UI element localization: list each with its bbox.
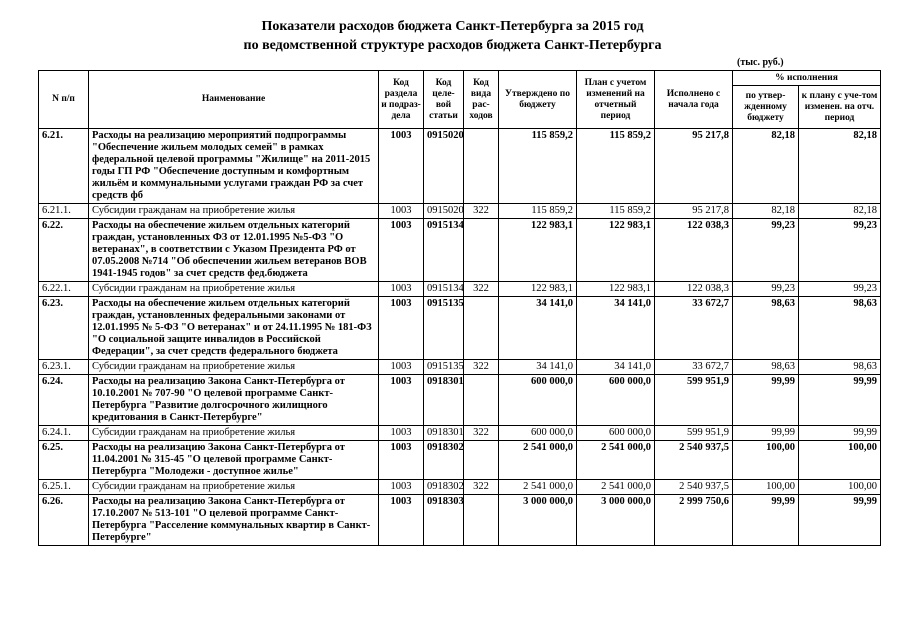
header-statya: Код целе-вой статьи [424, 71, 464, 129]
cell-isp: 2 540 937,5 [655, 480, 733, 495]
cell-pct-plan: 82,18 [799, 204, 881, 219]
cell-plan: 115 859,2 [577, 129, 655, 204]
cell-vid: 322 [464, 426, 499, 441]
cell-isp: 2 999 750,6 [655, 495, 733, 546]
cell-utv: 3 000 000,0 [499, 495, 577, 546]
cell-pct-plan: 99,23 [799, 219, 881, 282]
cell-isp: 122 038,3 [655, 282, 733, 297]
cell-statya: 0918302 [424, 441, 464, 480]
cell-name: Субсидии гражданам на приобретение жилья [89, 204, 379, 219]
cell-name: Субсидии гражданам на приобретение жилья [89, 282, 379, 297]
cell-isp: 33 672,7 [655, 360, 733, 375]
cell-pct-plan: 100,00 [799, 480, 881, 495]
cell-num: 6.22. [39, 219, 89, 282]
cell-pct-plan: 99,99 [799, 375, 881, 426]
cell-vid: 322 [464, 480, 499, 495]
cell-pct-utv: 82,18 [733, 129, 799, 204]
cell-plan: 3 000 000,0 [577, 495, 655, 546]
cell-pct-utv: 98,63 [733, 360, 799, 375]
cell-plan: 34 141,0 [577, 297, 655, 360]
header-razdel: Код раздела и подраз-дела [379, 71, 424, 129]
cell-vid: 322 [464, 282, 499, 297]
cell-utv: 600 000,0 [499, 426, 577, 441]
cell-plan: 600 000,0 [577, 375, 655, 426]
cell-name: Субсидии гражданам на приобретение жилья [89, 426, 379, 441]
cell-pct-plan: 100,00 [799, 441, 881, 480]
cell-razdel: 1003 [379, 426, 424, 441]
cell-name: Субсидии гражданам на приобретение жилья [89, 480, 379, 495]
header-num: N п/п [39, 71, 89, 129]
cell-isp: 122 038,3 [655, 219, 733, 282]
header-pct: % исполнения [733, 71, 881, 86]
cell-num: 6.25. [39, 441, 89, 480]
cell-num: 6.24. [39, 375, 89, 426]
cell-utv: 2 541 000,0 [499, 441, 577, 480]
cell-statya: 0915135 [424, 297, 464, 360]
cell-num: 6.26. [39, 495, 89, 546]
cell-vid [464, 375, 499, 426]
cell-utv: 115 859,2 [499, 129, 577, 204]
cell-statya: 0918303 [424, 495, 464, 546]
header-vid: Код вида рас-ходов [464, 71, 499, 129]
cell-utv: 34 141,0 [499, 360, 577, 375]
cell-isp: 599 951,9 [655, 375, 733, 426]
cell-num: 6.21. [39, 129, 89, 204]
table-row [39, 282, 881, 297]
cell-plan: 600 000,0 [577, 426, 655, 441]
cell-name: Расходы на реализацию Закона Санкт-Петербурга от 11.04.2001 № 315-45 "О целевой программе Санкт-Петербурга "Молодежи - доступное жилье" [89, 441, 379, 480]
cell-name: Расходы на реализацию Закона Санкт-Петербурга от 10.10.2001 № 707-90 "О целевой программе Санкт-Петербурга "Развитие долгосрочного жилищного кредитования в Санкт-Петербурге" [89, 375, 379, 426]
cell-isp: 33 672,7 [655, 297, 733, 360]
cell-utv: 122 983,1 [499, 282, 577, 297]
cell-num: 6.25.1. [39, 480, 89, 495]
cell-name: Субсидии гражданам на приобретение жилья [89, 360, 379, 375]
cell-razdel: 1003 [379, 204, 424, 219]
cell-pct-plan: 99,23 [799, 282, 881, 297]
cell-vid: 322 [464, 204, 499, 219]
cell-pct-plan: 99,99 [799, 495, 881, 546]
cell-plan: 122 983,1 [577, 282, 655, 297]
table-row [39, 297, 881, 360]
cell-isp: 95 217,8 [655, 204, 733, 219]
header-utv: Утверждено по бюджету [499, 71, 577, 129]
cell-vid [464, 129, 499, 204]
table-row [39, 426, 881, 441]
cell-plan: 115 859,2 [577, 204, 655, 219]
cell-name: Расходы на реализацию Закона Санкт-Петербурга от 17.10.2007 № 513-101 "О целевой программе Санкт-Петербурга "Расселение коммунальных квартир в Санкт-Петербурге" [89, 495, 379, 546]
header-isp: Исполнено с начала года [655, 71, 733, 129]
table-row [39, 495, 881, 546]
cell-pct-plan: 99,99 [799, 426, 881, 441]
unit-label: (тыс. руб.) [737, 57, 784, 68]
cell-plan: 2 541 000,0 [577, 480, 655, 495]
cell-razdel: 1003 [379, 441, 424, 480]
cell-vid [464, 441, 499, 480]
cell-num: 6.23.1. [39, 360, 89, 375]
table-row [39, 219, 881, 282]
cell-pct-utv: 100,00 [733, 480, 799, 495]
cell-isp: 95 217,8 [655, 129, 733, 204]
cell-statya: 0915134 [424, 219, 464, 282]
cell-statya: 0915135 [424, 360, 464, 375]
cell-isp: 2 540 937,5 [655, 441, 733, 480]
cell-utv: 600 000,0 [499, 375, 577, 426]
cell-pct-utv: 98,63 [733, 297, 799, 360]
cell-pct-plan: 98,63 [799, 297, 881, 360]
cell-pct-utv: 99,23 [733, 282, 799, 297]
cell-utv: 34 141,0 [499, 297, 577, 360]
cell-plan: 122 983,1 [577, 219, 655, 282]
cell-razdel: 1003 [379, 297, 424, 360]
report-title: Показатели расходов бюджета Санкт-Петербурга за 2015 год [261, 19, 644, 34]
table-row [39, 204, 881, 219]
cell-statya: 0918301 [424, 426, 464, 441]
cell-pct-utv: 100,00 [733, 441, 799, 480]
table-row [39, 480, 881, 495]
cell-name: Расходы на обеспечение жильем отдельных категорий граждан, установленных ФЗ от 12.01.1995 №5-ФЗ "О ветеранах", в соответствии с Указом Президента РФ от 07.05.2008 №714 "Об обеспечении жильем ветеранов ВОВ 1941-1945 годов" за счет средств фед.бюджета [89, 219, 379, 282]
cell-statya: 0915134 [424, 282, 464, 297]
cell-num: 6.24.1. [39, 426, 89, 441]
cell-plan: 34 141,0 [577, 360, 655, 375]
cell-pct-utv: 99,99 [733, 426, 799, 441]
cell-vid [464, 495, 499, 546]
table-row [39, 360, 881, 375]
header-name: Наименование [89, 71, 379, 129]
cell-utv: 122 983,1 [499, 219, 577, 282]
cell-num: 6.21.1. [39, 204, 89, 219]
cell-plan: 2 541 000,0 [577, 441, 655, 480]
header-plan: План с учетом изменений на отчетный период [577, 71, 655, 129]
table-row [39, 375, 881, 426]
cell-pct-plan: 98,63 [799, 360, 881, 375]
cell-razdel: 1003 [379, 375, 424, 426]
cell-pct-utv: 82,18 [733, 204, 799, 219]
cell-pct-plan: 82,18 [799, 129, 881, 204]
cell-utv: 2 541 000,0 [499, 480, 577, 495]
cell-num: 6.22.1. [39, 282, 89, 297]
cell-utv: 115 859,2 [499, 204, 577, 219]
cell-razdel: 1003 [379, 129, 424, 204]
cell-razdel: 1003 [379, 282, 424, 297]
cell-pct-utv: 99,99 [733, 495, 799, 546]
table-body [39, 129, 881, 546]
cell-statya: 0915020 [424, 129, 464, 204]
cell-vid [464, 219, 499, 282]
cell-statya: 0918301 [424, 375, 464, 426]
cell-name: Расходы на реализацию мероприятий подпрограммы "Обеспечение жильем молодых семей" в рамках федеральной целевой программы "Жилище" на 2011-2015 годы ГП РФ "Обеспечение доступным и комфортным жильём и коммунальными услугами граждан РФ за счет средств фб [89, 129, 379, 204]
header-row [39, 71, 881, 86]
cell-razdel: 1003 [379, 360, 424, 375]
cell-razdel: 1003 [379, 480, 424, 495]
cell-pct-utv: 99,99 [733, 375, 799, 426]
table-row [39, 129, 881, 204]
cell-vid: 322 [464, 360, 499, 375]
header-pct-utv: по утвер-жденному бюджету [733, 86, 799, 129]
cell-statya: 0915020 [424, 204, 464, 219]
cell-isp: 599 951,9 [655, 426, 733, 441]
report-subtitle: по ведомственной структуре расходов бюджета Санкт-Петербурга [243, 38, 662, 53]
cell-num: 6.23. [39, 297, 89, 360]
cell-statya: 0918302 [424, 480, 464, 495]
budget-table [38, 70, 881, 546]
header-pct-plan: к плану с уче-том изменен. на отч. период [799, 86, 881, 129]
cell-razdel: 1003 [379, 495, 424, 546]
cell-pct-utv: 99,23 [733, 219, 799, 282]
cell-vid [464, 297, 499, 360]
table-row [39, 441, 881, 480]
cell-name: Расходы на обеспечение жильем отдельных категорий граждан, установленных федеральными законами от 12.01.1995 № 5-ФЗ "О ветеранах" и от 24.11.1995 № 181-ФЗ "О социальной защите инвалидов в Российской Федерации", за счет средств федерального бюджета [89, 297, 379, 360]
cell-razdel: 1003 [379, 219, 424, 282]
